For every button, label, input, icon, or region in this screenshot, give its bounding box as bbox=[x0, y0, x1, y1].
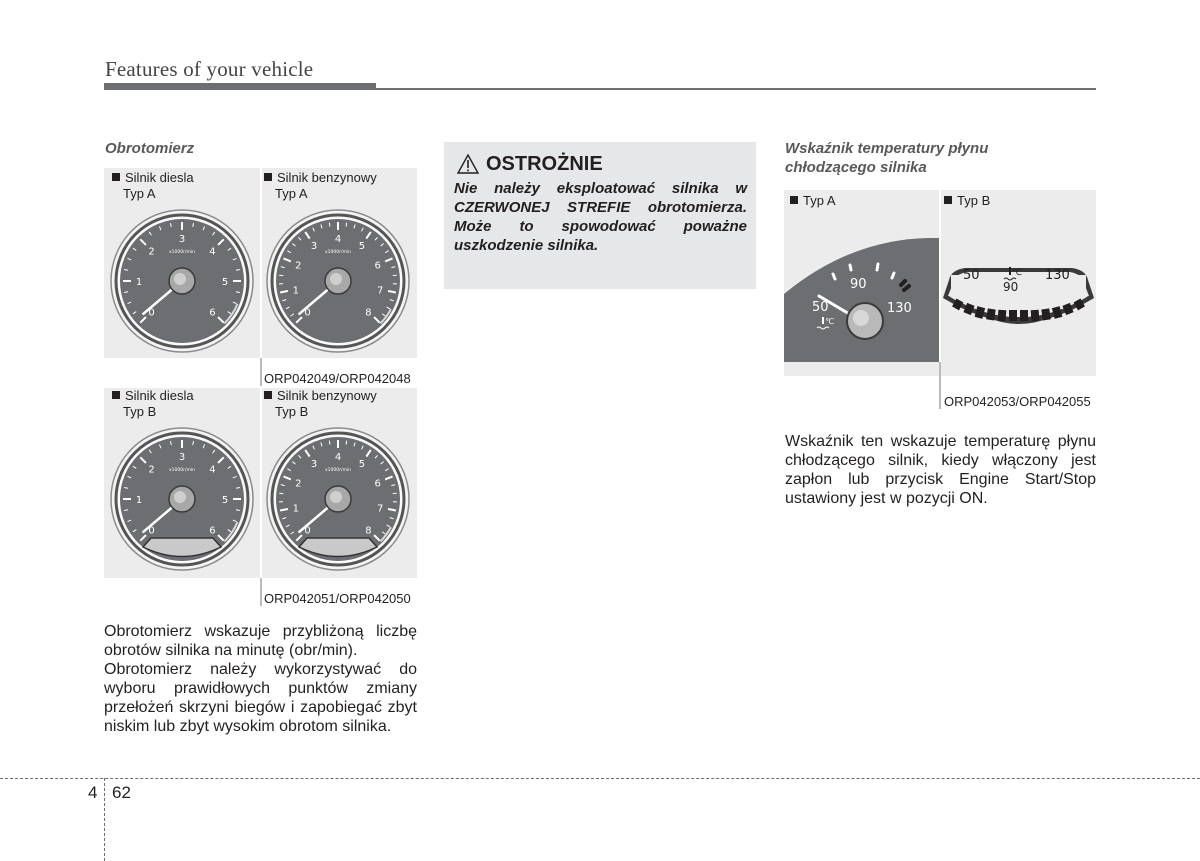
temperature-gauge-type-a bbox=[784, 238, 939, 362]
figure-divider bbox=[260, 168, 262, 386]
gauge-scale-label: 6 bbox=[374, 478, 381, 490]
caution-title: OSTROŻNIE bbox=[486, 153, 603, 175]
gauge-scale-label: 7 bbox=[376, 503, 384, 515]
temp-label-type-b: Typ B bbox=[944, 193, 990, 209]
gauge-scale-label: 6 bbox=[374, 260, 381, 272]
header-rule bbox=[376, 88, 1096, 90]
tachometer-section-title: Obrotomierz bbox=[105, 140, 195, 157]
page-number: 62 bbox=[112, 783, 131, 802]
temperature-title-line1: Wskaźnik temperatury płynu bbox=[785, 140, 989, 157]
gauge-scale-label: 1 bbox=[292, 285, 300, 297]
gauge-b-high-label: 130 bbox=[1045, 268, 1070, 283]
gauge-scale-label: 5 bbox=[221, 277, 229, 288]
warning-triangle-icon bbox=[457, 154, 479, 174]
gauge-label-diesel-b bbox=[112, 388, 194, 420]
gauge-scale-label: 6 bbox=[209, 307, 216, 319]
gauge-scale-label: 3 bbox=[310, 459, 318, 471]
figure-divider bbox=[260, 388, 262, 606]
gauge-label-line1: Silnik diesla bbox=[125, 388, 194, 403]
gauge-label-line2: Typ B bbox=[275, 404, 309, 419]
gauge-scale-label: 1 bbox=[292, 503, 300, 515]
header-rule-thick bbox=[104, 83, 376, 90]
temperature-title-line2: chłodzącego silnika bbox=[785, 159, 927, 176]
gauge-scale-label: 2 bbox=[148, 464, 155, 476]
gauge-label-line2: Typ A bbox=[123, 186, 156, 201]
tachometer-usage-text: Obrotomierz należy wykorzystywać do wyboru prawidłowych punktów zmiany przełożeń skrzyni biegów i zapobiegać zbyt niskim lub zbyt wysokim obrotom silnika. bbox=[104, 661, 417, 735]
gauge-scale-label: 2 bbox=[295, 478, 302, 490]
gauge-scale-label: 5 bbox=[358, 241, 366, 253]
gauge-scale-label: 5 bbox=[358, 459, 366, 471]
page-header-title: Features of your vehicle bbox=[105, 57, 314, 81]
tachometer-diesel-type-a bbox=[109, 208, 255, 354]
gauge-label-line1: Silnik benzynowy bbox=[277, 388, 377, 403]
temperature-figure-caption: ORP042053/ORP042055 bbox=[944, 394, 1091, 409]
footer-rule bbox=[0, 778, 1200, 779]
gauge-scale-label: 1 bbox=[135, 277, 143, 288]
caution-text: Nie należy eksploatować silnika w CZERWONEJ STREFIE obrotomierza. Może to spowodować poważne uszkodzenie silnika. bbox=[454, 180, 747, 254]
gauge-scale-label: 0 bbox=[304, 307, 311, 319]
gauge-unit-label: x1000r/min bbox=[169, 468, 195, 473]
gauge-scale-label: 0 bbox=[148, 307, 155, 319]
gauge-scale-label: 3 bbox=[178, 234, 186, 245]
caution-box bbox=[444, 142, 756, 289]
tachometer-description: Obrotomierz wskazuje przybliżoną liczbę obrotów silnika na minutę (obr/min). bbox=[104, 623, 417, 659]
figure-caption-bottom: ORP042051/ORP042050 bbox=[264, 591, 411, 606]
gauge-scale-label: 8 bbox=[365, 307, 372, 319]
gauge-label-line2: Typ A bbox=[275, 186, 308, 201]
gauge-unit-label: x1000r/min bbox=[169, 250, 195, 255]
svg-text:℃: ℃ bbox=[825, 317, 834, 326]
gauge-scale-label: 7 bbox=[376, 285, 384, 297]
gauge-scale-label: 6 bbox=[209, 525, 216, 537]
gauge-a-mid-label: 90 bbox=[850, 277, 867, 292]
tachometer-figure-top bbox=[104, 168, 417, 386]
tachometer-diesel-type-b bbox=[109, 426, 255, 572]
gauge-scale-label: 4 bbox=[209, 464, 216, 476]
chapter-number: 4 bbox=[88, 783, 98, 802]
gauge-unit-label: x1000r/min bbox=[325, 250, 351, 255]
gauge-unit-label: x1000r/min bbox=[325, 468, 351, 473]
gauge-b-mid-label: 90 bbox=[1003, 280, 1019, 294]
tachometer-petrol-type-a bbox=[265, 208, 411, 354]
gauge-b-low-label: 50 bbox=[963, 268, 980, 283]
tachometer-figure-bottom bbox=[104, 388, 417, 606]
gauge-scale-label: 8 bbox=[365, 525, 372, 537]
gauge-scale-label: 3 bbox=[178, 452, 186, 463]
temperature-description: Wskaźnik ten wskazuje temperaturę płynu chłodzącego silnik, kiedy włączony jest zapłon lub przycisk Engine Start/Stop ustawiony jest w pozycji ON. bbox=[785, 433, 1096, 507]
gauge-scale-label: 0 bbox=[304, 525, 311, 537]
temperature-figure bbox=[784, 190, 1096, 409]
gauge-scale-label: 5 bbox=[221, 495, 229, 506]
gauge-a-high-label: 130 bbox=[887, 301, 912, 316]
gauge-scale-label: 3 bbox=[310, 241, 318, 253]
gauge-scale-label: 4 bbox=[334, 234, 342, 245]
gauge-label-diesel-a bbox=[112, 170, 194, 202]
gauge-scale-label: 2 bbox=[148, 246, 155, 258]
gauge-label-petrol-b bbox=[264, 388, 377, 420]
gauge-scale-label: 1 bbox=[135, 495, 143, 506]
temperature-section-title bbox=[785, 139, 988, 177]
temp-label-type-a: Typ A bbox=[790, 193, 836, 209]
gauge-label-line2: Typ B bbox=[123, 404, 157, 419]
tachometer-petrol-type-b bbox=[265, 426, 411, 572]
figure-caption-top: ORP042049/ORP042048 bbox=[264, 371, 411, 386]
gauge-label-line1: Silnik benzynowy bbox=[277, 170, 377, 185]
temperature-gauge-type-b bbox=[941, 262, 1096, 332]
gauge-label-line1: Silnik diesla bbox=[125, 170, 194, 185]
gauge-label-petrol-a bbox=[264, 170, 377, 202]
gauge-scale-label: 4 bbox=[209, 246, 216, 258]
gauge-scale-label: 0 bbox=[148, 525, 155, 537]
gauge-scale-label: 4 bbox=[334, 452, 342, 463]
svg-text:℃: ℃ bbox=[1012, 268, 1023, 278]
gauge-a-low-label: 50 bbox=[812, 300, 829, 315]
footer-divider bbox=[104, 778, 105, 861]
gauge-scale-label: 2 bbox=[295, 260, 302, 272]
